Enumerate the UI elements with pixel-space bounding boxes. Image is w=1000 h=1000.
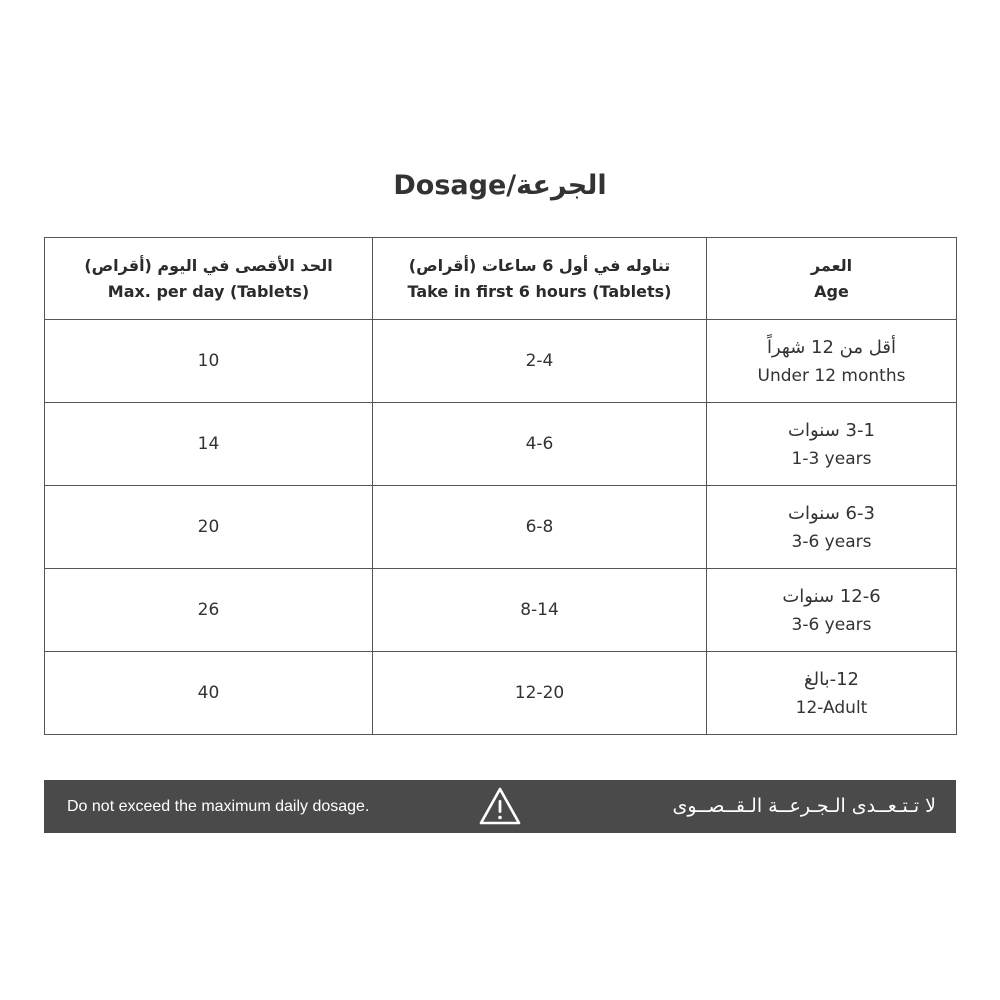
max-per-day-value: 26 — [197, 600, 220, 620]
cell-age — [707, 569, 957, 652]
dosage-table — [44, 237, 957, 735]
cell-age — [707, 403, 957, 486]
cell-age — [707, 320, 957, 403]
table-row — [45, 403, 957, 486]
age-ar: أقل من 12 شهراً — [767, 337, 896, 358]
header-max-per-day-ar: الحد الأقصى في اليوم (أقراص) — [84, 255, 333, 275]
table-row — [45, 569, 957, 652]
first-6-hours-value: 6-8 — [525, 517, 554, 537]
first-6-hours-value: 4-6 — [525, 434, 554, 454]
table-row — [45, 320, 957, 403]
first-6-hours-value: 2-4 — [525, 351, 554, 371]
header-max-per-day — [45, 238, 373, 320]
first-6-hours-value: 8-14 — [520, 600, 559, 620]
age-en: 3-6 years — [791, 532, 872, 552]
page-title: Dosage/الجرعة — [393, 170, 607, 201]
warning-text-en: Do not exceed the maximum daily dosage. — [67, 798, 370, 815]
age-en: 12-Adult — [795, 698, 868, 718]
max-per-day-value: 20 — [197, 517, 220, 537]
cell-first-6-hours — [373, 486, 707, 569]
age-en: Under 12 months — [757, 366, 906, 386]
header-max-per-day-en: Max. per day (Tablets) — [107, 281, 310, 301]
table-row — [45, 652, 957, 735]
max-per-day-value: 10 — [197, 351, 220, 371]
max-per-day-value: 14 — [197, 434, 220, 454]
header-age — [707, 238, 957, 320]
warning-triangle-icon — [478, 786, 522, 826]
cell-age — [707, 652, 957, 735]
cell-first-6-hours — [373, 403, 707, 486]
header-first-6-hours-ar: تناوله في أول 6 ساعات (أقراص) — [408, 255, 671, 275]
age-en: 3-6 years — [791, 615, 872, 635]
age-ar: 12-6 سنوات — [782, 586, 881, 607]
max-per-day-value: 40 — [197, 683, 220, 703]
age-ar: 3-1 سنوات — [788, 420, 875, 441]
header-age-ar: العمر — [810, 255, 853, 275]
age-en: 1-3 years — [791, 449, 872, 469]
warning-banner — [44, 780, 956, 833]
age-ar: 6-3 سنوات — [788, 503, 875, 524]
first-6-hours-value: 12-20 — [514, 683, 565, 703]
cell-max-per-day — [45, 403, 373, 486]
cell-first-6-hours — [373, 569, 707, 652]
cell-age — [707, 486, 957, 569]
warning-text-ar: لا تـتـعــدى الـجـرعــة الـقــصــوى — [672, 795, 936, 817]
cell-first-6-hours — [373, 652, 707, 735]
cell-max-per-day — [45, 486, 373, 569]
cell-max-per-day — [45, 652, 373, 735]
cell-first-6-hours — [373, 320, 707, 403]
header-age-en: Age — [814, 281, 849, 301]
cell-max-per-day — [45, 320, 373, 403]
table-header-row — [45, 238, 957, 320]
header-first-6-hours — [373, 238, 707, 320]
age-ar: 12-بالغ — [804, 669, 859, 690]
header-first-6-hours-en: Take in first 6 hours (Tablets) — [407, 281, 672, 301]
table-row — [45, 486, 957, 569]
cell-max-per-day — [45, 569, 373, 652]
